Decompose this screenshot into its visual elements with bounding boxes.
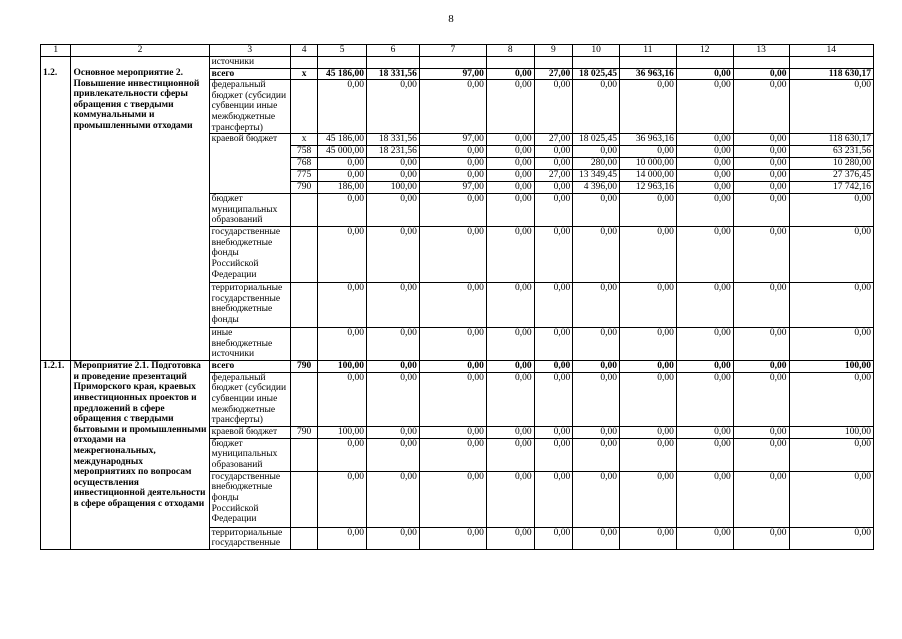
value-cell: 0,00 <box>619 438 676 471</box>
code-cell <box>290 194 317 227</box>
value-cell: 0,00 <box>318 158 367 170</box>
table-row <box>41 57 874 69</box>
cell-empty <box>318 57 367 69</box>
code-cell <box>290 80 317 134</box>
source-cell: краевой бюджет <box>209 134 290 194</box>
value-cell: 0,00 <box>573 194 620 227</box>
value-cell: 0,00 <box>733 68 789 80</box>
value-cell: 0,00 <box>318 527 367 549</box>
value-cell: 0,00 <box>486 146 534 158</box>
value-cell: 0,00 <box>733 134 789 146</box>
column-header: 9 <box>534 45 573 57</box>
source-cell: федеральный бюджет (субсидии субвенции иные межбюджетные трансферты) <box>209 372 290 426</box>
value-cell: 0,00 <box>419 227 486 283</box>
value-cell: 0,00 <box>676 527 733 549</box>
value-cell: 0,00 <box>486 438 534 471</box>
value-cell: 0,00 <box>789 328 873 361</box>
value-cell: 0,00 <box>733 372 789 426</box>
value-cell: 18 331,56 <box>367 68 420 80</box>
value-cell: 45 186,00 <box>318 68 367 80</box>
value-cell: 0,00 <box>534 527 573 549</box>
code-cell <box>290 372 317 426</box>
value-cell: 0,00 <box>676 361 733 373</box>
cell-empty <box>367 57 420 69</box>
value-cell: 0,00 <box>419 471 486 527</box>
value-cell: 0,00 <box>676 146 733 158</box>
value-cell: 0,00 <box>367 426 420 438</box>
value-cell: 0,00 <box>733 227 789 283</box>
value-cell: 0,00 <box>419 372 486 426</box>
value-cell: 0,00 <box>573 438 620 471</box>
value-cell: 0,00 <box>676 372 733 426</box>
column-header: 3 <box>209 45 290 57</box>
code-cell: 758 <box>290 146 317 158</box>
code-cell: х <box>290 134 317 146</box>
row-number-cell: 1.2. <box>41 68 71 361</box>
value-cell: 0,00 <box>733 194 789 227</box>
table-row <box>41 361 874 373</box>
value-cell: 4 396,00 <box>573 182 620 194</box>
value-cell: 18 231,56 <box>367 146 420 158</box>
column-number-row <box>41 45 874 57</box>
value-cell: 0,00 <box>318 438 367 471</box>
value-cell: 0,00 <box>419 328 486 361</box>
value-cell: 0,00 <box>534 372 573 426</box>
value-cell: 0,00 <box>676 283 733 328</box>
value-cell: 0,00 <box>573 426 620 438</box>
value-cell: 0,00 <box>789 283 873 328</box>
value-cell: 27,00 <box>534 170 573 182</box>
value-cell: 45 186,00 <box>318 134 367 146</box>
value-cell: 0,00 <box>318 471 367 527</box>
code-cell <box>290 471 317 527</box>
value-cell: 0,00 <box>676 471 733 527</box>
value-cell: 0,00 <box>486 194 534 227</box>
value-cell: 0,00 <box>733 438 789 471</box>
source-cell: бюджет муниципальных образований <box>209 194 290 227</box>
table-row <box>41 68 874 80</box>
value-cell: 0,00 <box>486 170 534 182</box>
value-cell: 0,00 <box>573 328 620 361</box>
value-cell: 0,00 <box>419 146 486 158</box>
value-cell: 118 630,17 <box>789 68 873 80</box>
value-cell: 0,00 <box>789 438 873 471</box>
value-cell: 0,00 <box>367 438 420 471</box>
value-cell: 0,00 <box>619 227 676 283</box>
value-cell: 0,00 <box>676 426 733 438</box>
source-cell: территориальные государственные <box>209 527 290 549</box>
column-header: 13 <box>733 45 789 57</box>
value-cell: 0,00 <box>486 328 534 361</box>
value-cell: 0,00 <box>676 170 733 182</box>
value-cell: 0,00 <box>676 194 733 227</box>
value-cell: 18 025,45 <box>573 68 620 80</box>
value-cell: 0,00 <box>789 372 873 426</box>
value-cell: 0,00 <box>419 194 486 227</box>
value-cell: 0,00 <box>318 194 367 227</box>
value-cell: 0,00 <box>619 194 676 227</box>
value-cell: 0,00 <box>367 80 420 134</box>
value-cell: 0,00 <box>534 328 573 361</box>
value-cell: 0,00 <box>733 471 789 527</box>
value-cell: 0,00 <box>573 471 620 527</box>
value-cell: 0,00 <box>419 438 486 471</box>
value-cell: 14 000,00 <box>619 170 676 182</box>
value-cell: 0,00 <box>486 527 534 549</box>
value-cell: 0,00 <box>367 328 420 361</box>
value-cell: 0,00 <box>534 182 573 194</box>
code-cell <box>290 527 317 549</box>
column-header: 8 <box>486 45 534 57</box>
value-cell: 0,00 <box>619 471 676 527</box>
value-cell: 0,00 <box>419 80 486 134</box>
page-number: 8 <box>448 13 454 25</box>
value-cell: 27,00 <box>534 134 573 146</box>
value-cell: 0,00 <box>619 527 676 549</box>
value-cell: 0,00 <box>318 170 367 182</box>
value-cell: 36 963,16 <box>619 68 676 80</box>
value-cell: 27,00 <box>534 68 573 80</box>
table-body <box>41 45 874 550</box>
value-cell: 0,00 <box>367 372 420 426</box>
value-cell: 0,00 <box>733 328 789 361</box>
cell-empty <box>733 57 789 69</box>
value-cell: 0,00 <box>676 227 733 283</box>
value-cell: 18 331,56 <box>367 134 420 146</box>
code-cell: 790 <box>290 182 317 194</box>
value-cell: 0,00 <box>619 361 676 373</box>
value-cell: 0,00 <box>486 426 534 438</box>
value-cell: 0,00 <box>318 372 367 426</box>
value-cell: 0,00 <box>419 158 486 170</box>
code-cell <box>290 283 317 328</box>
value-cell: 0,00 <box>486 68 534 80</box>
code-cell <box>290 227 317 283</box>
value-cell: 0,00 <box>534 471 573 527</box>
value-cell: 0,00 <box>573 527 620 549</box>
value-cell: 0,00 <box>419 527 486 549</box>
value-cell: 18 025,45 <box>573 134 620 146</box>
value-cell: 0,00 <box>367 361 420 373</box>
value-cell: 118 630,17 <box>789 134 873 146</box>
value-cell: 0,00 <box>534 438 573 471</box>
value-cell: 0,00 <box>367 283 420 328</box>
value-cell: 0,00 <box>676 438 733 471</box>
source-cell: государственные внебюджетные фонды Российской Федерации <box>209 471 290 527</box>
value-cell: 36 963,16 <box>619 134 676 146</box>
value-cell: 186,00 <box>318 182 367 194</box>
value-cell: 0,00 <box>486 227 534 283</box>
cell-empty <box>419 57 486 69</box>
value-cell: 0,00 <box>619 146 676 158</box>
value-cell: 100,00 <box>318 426 367 438</box>
cell-empty <box>41 57 71 69</box>
value-cell: 17 742,16 <box>789 182 873 194</box>
column-header: 4 <box>290 45 317 57</box>
value-cell: 0,00 <box>486 80 534 134</box>
value-cell: 0,00 <box>676 80 733 134</box>
source-cell: иные внебюджетные источники <box>209 328 290 361</box>
value-cell: 13 349,45 <box>573 170 620 182</box>
value-cell: 100,00 <box>367 182 420 194</box>
cell-empty <box>290 57 317 69</box>
value-cell: 0,00 <box>486 182 534 194</box>
value-cell: 0,00 <box>619 328 676 361</box>
value-cell: 0,00 <box>573 283 620 328</box>
value-cell: 0,00 <box>619 372 676 426</box>
value-cell: 0,00 <box>676 182 733 194</box>
cell-empty <box>619 57 676 69</box>
source-cell: федеральный бюджет (субсидии субвенции иные межбюджетные трансферты) <box>209 80 290 134</box>
value-cell: 0,00 <box>367 158 420 170</box>
value-cell: 0,00 <box>733 170 789 182</box>
column-header: 7 <box>419 45 486 57</box>
value-cell: 97,00 <box>419 182 486 194</box>
value-cell: 0,00 <box>534 80 573 134</box>
value-cell: 0,00 <box>486 361 534 373</box>
value-cell: 97,00 <box>419 68 486 80</box>
value-cell: 0,00 <box>573 80 620 134</box>
value-cell: 0,00 <box>486 372 534 426</box>
source-cell: бюджет муниципальных образований <box>209 438 290 471</box>
source-cell: всего <box>209 68 290 80</box>
value-cell: 0,00 <box>573 227 620 283</box>
measure-name-cell: Основное мероприятие 2. Повышение инвестиционной привлекательности сферы обращения с твердыми коммунальными и промышленными отходами <box>71 68 209 361</box>
source-cell: всего <box>209 361 290 373</box>
budget-table <box>40 44 874 550</box>
value-cell: 100,00 <box>789 361 873 373</box>
value-cell: 0,00 <box>486 471 534 527</box>
measure-name-cell: Мероприятие 2.1. Подготовка и проведение презентаций Приморского края, краевых инвестиционных проектов и предложений в сфере обращения с твердыми бытовыми и промышленными отходами на межрегиональных, международных мероприятиях по вопросам осуществления инвестиционной деятельности в сфере обращения с отходами <box>71 361 209 550</box>
value-cell: 0,00 <box>367 471 420 527</box>
cell-empty <box>486 57 534 69</box>
column-header: 12 <box>676 45 733 57</box>
value-cell: 0,00 <box>367 194 420 227</box>
value-cell: 0,00 <box>733 426 789 438</box>
value-cell: 0,00 <box>534 146 573 158</box>
value-cell: 45 000,00 <box>318 146 367 158</box>
value-cell: 10 280,00 <box>789 158 873 170</box>
value-cell: 0,00 <box>486 283 534 328</box>
value-cell: 0,00 <box>619 426 676 438</box>
code-cell <box>290 328 317 361</box>
column-header: 5 <box>318 45 367 57</box>
row-number-cell: 1.2.1. <box>41 361 71 550</box>
value-cell: 0,00 <box>534 194 573 227</box>
value-cell: 100,00 <box>789 426 873 438</box>
cell-empty <box>71 57 209 69</box>
source-cell: источники <box>209 57 290 69</box>
value-cell: 0,00 <box>733 283 789 328</box>
value-cell: 0,00 <box>789 80 873 134</box>
value-cell: 0,00 <box>534 158 573 170</box>
source-cell: территориальные государственные внебюджетные фонды <box>209 283 290 328</box>
value-cell: 0,00 <box>318 283 367 328</box>
column-header: 11 <box>619 45 676 57</box>
value-cell: 0,00 <box>676 158 733 170</box>
code-cell: 790 <box>290 426 317 438</box>
cell-empty <box>789 57 873 69</box>
value-cell: 0,00 <box>733 527 789 549</box>
column-header: 10 <box>573 45 620 57</box>
value-cell: 0,00 <box>367 227 420 283</box>
value-cell: 0,00 <box>733 182 789 194</box>
value-cell: 0,00 <box>789 227 873 283</box>
value-cell: 0,00 <box>619 80 676 134</box>
value-cell: 0,00 <box>573 361 620 373</box>
value-cell: 0,00 <box>534 283 573 328</box>
column-header: 2 <box>71 45 209 57</box>
value-cell: 0,00 <box>573 372 620 426</box>
value-cell: 0,00 <box>789 471 873 527</box>
code-cell: 775 <box>290 170 317 182</box>
value-cell: 0,00 <box>789 527 873 549</box>
source-cell: государственные внебюджетные фонды Российской Федерации <box>209 227 290 283</box>
value-cell: 0,00 <box>318 328 367 361</box>
code-cell: 768 <box>290 158 317 170</box>
value-cell: 0,00 <box>733 361 789 373</box>
value-cell: 97,00 <box>419 134 486 146</box>
value-cell: 0,00 <box>419 361 486 373</box>
value-cell: 10 000,00 <box>619 158 676 170</box>
cell-empty <box>534 57 573 69</box>
source-cell: краевой бюджет <box>209 426 290 438</box>
value-cell: 0,00 <box>534 361 573 373</box>
value-cell: 12 963,16 <box>619 182 676 194</box>
value-cell: 0,00 <box>486 158 534 170</box>
value-cell: 0,00 <box>419 283 486 328</box>
value-cell: 0,00 <box>676 68 733 80</box>
cell-empty <box>573 57 620 69</box>
column-header: 6 <box>367 45 420 57</box>
value-cell: 0,00 <box>534 426 573 438</box>
value-cell: 0,00 <box>676 134 733 146</box>
cell-empty <box>676 57 733 69</box>
value-cell: 0,00 <box>573 146 620 158</box>
value-cell: 0,00 <box>733 146 789 158</box>
value-cell: 0,00 <box>318 80 367 134</box>
value-cell: 100,00 <box>318 361 367 373</box>
value-cell: 27 376,45 <box>789 170 873 182</box>
code-cell <box>290 438 317 471</box>
value-cell: 0,00 <box>367 527 420 549</box>
value-cell: 0,00 <box>318 227 367 283</box>
code-cell: 790 <box>290 361 317 373</box>
value-cell: 0,00 <box>676 328 733 361</box>
value-cell: 0,00 <box>619 283 676 328</box>
value-cell: 0,00 <box>789 194 873 227</box>
column-header: 14 <box>789 45 873 57</box>
value-cell: 0,00 <box>733 80 789 134</box>
value-cell: 0,00 <box>419 170 486 182</box>
value-cell: 0,00 <box>534 227 573 283</box>
value-cell: 0,00 <box>367 170 420 182</box>
value-cell: 0,00 <box>486 134 534 146</box>
value-cell: 280,00 <box>573 158 620 170</box>
value-cell: 0,00 <box>733 158 789 170</box>
code-cell: х <box>290 68 317 80</box>
value-cell: 63 231,56 <box>789 146 873 158</box>
column-header: 1 <box>41 45 71 57</box>
value-cell: 0,00 <box>419 426 486 438</box>
